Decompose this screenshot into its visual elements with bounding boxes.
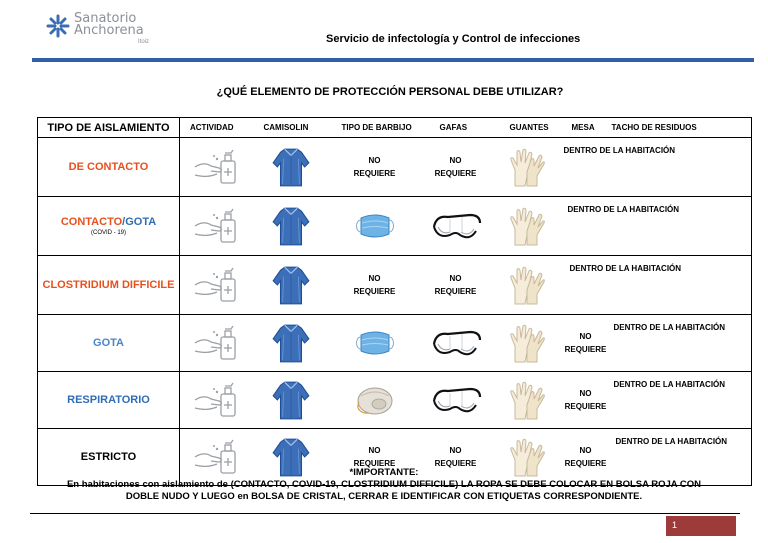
no-requiere-2: REQUIERE	[564, 402, 607, 411]
page-number: 1	[666, 516, 736, 536]
logo-line-1: Sanatorio	[74, 11, 137, 26]
gown-icon	[270, 205, 312, 247]
gown-icon	[270, 146, 312, 188]
hand-sanitizer-icon	[193, 265, 239, 305]
header-barbijo: TIPO DE BARBIJO	[330, 118, 420, 138]
hand-sanitizer-icon	[193, 206, 239, 246]
table-row	[38, 138, 752, 197]
goggles-icon	[428, 209, 484, 243]
header-rule	[32, 58, 754, 62]
table-row	[38, 372, 752, 429]
hand-sanitizer-icon	[193, 380, 239, 420]
gloves-icon	[507, 264, 547, 306]
gloves-icon	[507, 379, 547, 421]
isolation-type: RESPIRATORIO	[38, 372, 180, 429]
gloves-icon	[507, 322, 547, 364]
note-line-1: En habitaciones con aislamiento de (CONTACTO, COVID-19, CLOSTRIDIUM DIFFICILE) LA ROPA SE DEBE COLOCAR EN BOLSA ROJA CON	[66, 479, 702, 490]
note-heading: *IMPORTANTE:	[349, 467, 419, 478]
goggles-icon	[428, 326, 484, 360]
waste-location: DENTRO DE LA HABITACIÓN	[610, 315, 752, 372]
no-requiere-2: REQUIERE	[353, 459, 396, 468]
no-requiere-1: NO	[368, 446, 381, 455]
no-requiere-1: NO	[449, 446, 462, 455]
hand-sanitizer-icon	[193, 323, 239, 363]
waste-location: DENTRO DE LA HABITACIÓN	[562, 138, 752, 197]
gloves-icon	[507, 146, 547, 188]
logo-sub: Itoiz	[138, 39, 150, 45]
no-requiere-1: NO	[368, 274, 381, 283]
note-line-2: DOBLE NUDO Y LUEGO en BOLSA DE CRISTAL, CERRAR E IDENTIFICAR CON ETIQUETAS CORRESPONDIENTE.	[125, 491, 643, 502]
footer-rule	[30, 513, 740, 514]
logo-line-2: Anchorena	[74, 23, 144, 38]
isolation-type: GOTA	[38, 315, 180, 372]
gloves-icon	[507, 205, 547, 247]
table-row	[38, 197, 752, 256]
no-requiere-1: NO	[368, 156, 381, 165]
waste-location: DENTRO DE LA HABITACIÓN	[562, 256, 752, 315]
surgical-mask-icon	[353, 208, 397, 244]
no-requiere-1: NO	[579, 446, 592, 455]
header-guantes: GUANTES	[492, 118, 562, 138]
header-camisolin: CAMISOLIN	[252, 118, 330, 138]
isolation-type: DE CONTACTO	[38, 138, 180, 197]
no-requiere-2: REQUIERE	[353, 287, 396, 296]
no-requiere-1: NO	[449, 274, 462, 283]
n95-mask-icon	[353, 382, 397, 418]
no-requiere-2: REQUIERE	[434, 169, 477, 178]
table-header-row	[38, 118, 752, 138]
page-header	[0, 0, 768, 64]
no-requiere-2: REQUIERE	[564, 345, 607, 354]
star-logo-icon	[46, 14, 70, 38]
no-requiere-1: NO	[579, 332, 592, 341]
no-requiere-1: NO	[449, 156, 462, 165]
waste-location: DENTRO DE LA HABITACIÓN	[562, 197, 752, 256]
gown-icon	[270, 379, 312, 421]
no-requiere-2: REQUIERE	[353, 169, 396, 178]
waste-location: DENTRO DE LA HABITACIÓN	[610, 429, 752, 486]
no-requiere-2: REQUIERE	[434, 287, 477, 296]
table-row	[38, 315, 752, 372]
goggles-icon	[428, 383, 484, 417]
isolation-subtype: (COVID - 19)	[90, 230, 126, 236]
hand-sanitizer-icon	[193, 147, 239, 187]
waste-location: DENTRO DE LA HABITACIÓN	[610, 372, 752, 429]
isolation-type: CONTACTO/GOTA (COVID - 19)	[38, 197, 180, 256]
header-tipo: TIPO DE AISLAMIENTO	[38, 118, 180, 138]
no-requiere-1: NO	[579, 389, 592, 398]
table-row	[38, 256, 752, 315]
gown-icon	[270, 322, 312, 364]
important-note	[0, 467, 768, 503]
surgical-mask-icon	[353, 325, 397, 361]
sanatorio-logo	[46, 12, 176, 52]
ppe-table	[37, 117, 752, 486]
isolation-type: CLOSTRIDIUM DIFFICILE	[38, 256, 180, 315]
document-title: ¿QUÉ ELEMENTO DE PROTECCIÓN PERSONAL DEBE UTILIZAR?	[216, 86, 564, 98]
isolation-type: ESTRICTO	[38, 429, 180, 486]
header-mesa: MESA	[562, 118, 610, 138]
header-tacho: TACHO DE RESIDUOS	[610, 118, 752, 138]
no-requiere-2: REQUIERE	[434, 459, 477, 468]
header-title: Servicio de infectología y Control de infecciones	[326, 33, 581, 45]
header-actividad: ACTIVIDAD	[180, 118, 252, 138]
header-gafas: GAFAS	[420, 118, 492, 138]
no-requiere-2: REQUIERE	[564, 459, 607, 468]
gown-icon	[270, 264, 312, 306]
